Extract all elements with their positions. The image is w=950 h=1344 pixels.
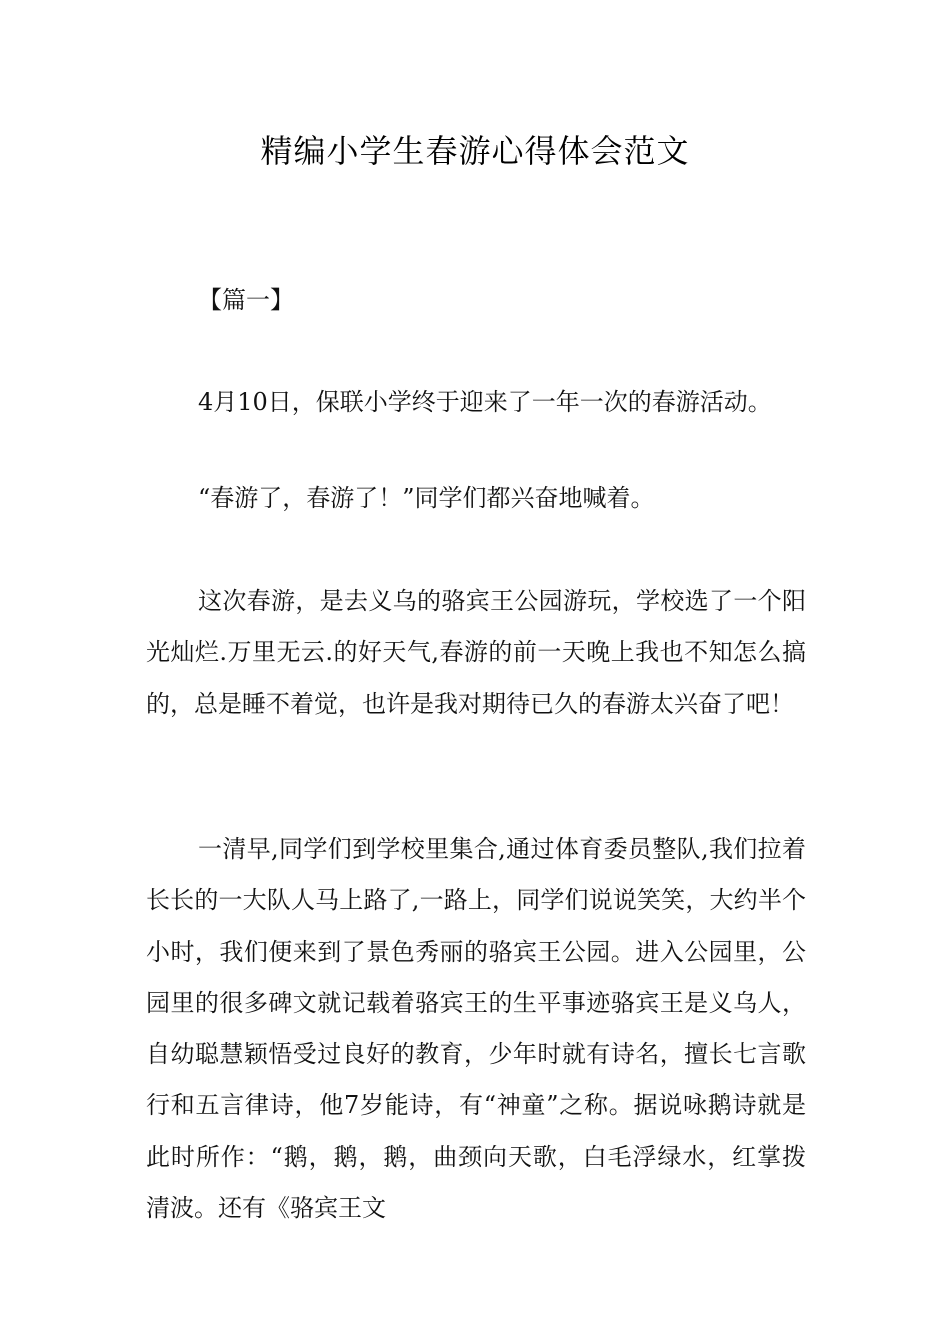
paragraph-4: 一清早,同学们到学校里集合,通过体育委员整队,我们拉着长长的一大队人马上路了,一路上，同学们说说笑笑，大约半个小时，我们便来到了景色秀丽的骆宾王公园。进入公园里，公园里的很多碑文就记载着骆宾王的生平事迹骆宾王是义乌人，自幼聪慧颖悟受过良好的教育，少年时就有诗名，擅长七言歌行和五言律诗，他7岁能诗，有“神童”之称。据说咏鹅诗就是此时所作：“鹅，鹅，鹅，曲颈向天歌，白毛浮绿水，红掌拨清波。还有《骆宾王文 [146,835,806,1223]
paragraph-1: 4月10日，保联小学终于迎来了一年一次的春游活动。 [198,388,772,416]
paragraph-3: 这次春游，是去义乌的骆宾王公园游玩，学校选了一个阳光灿烂.万里无云.的好天气,春游的前一天晚上我也不知怎么搞的，总是睡不着觉，也许是我对期待已久的春游太兴奋了吧！ [146,587,806,718]
section-label: 【篇一】 [198,286,294,314]
paragraph-2: “春游了，春游了！”同学们都兴奋地喊着。 [198,484,655,512]
document-title: 精编小学生春游心得体会范文 [260,132,690,170]
